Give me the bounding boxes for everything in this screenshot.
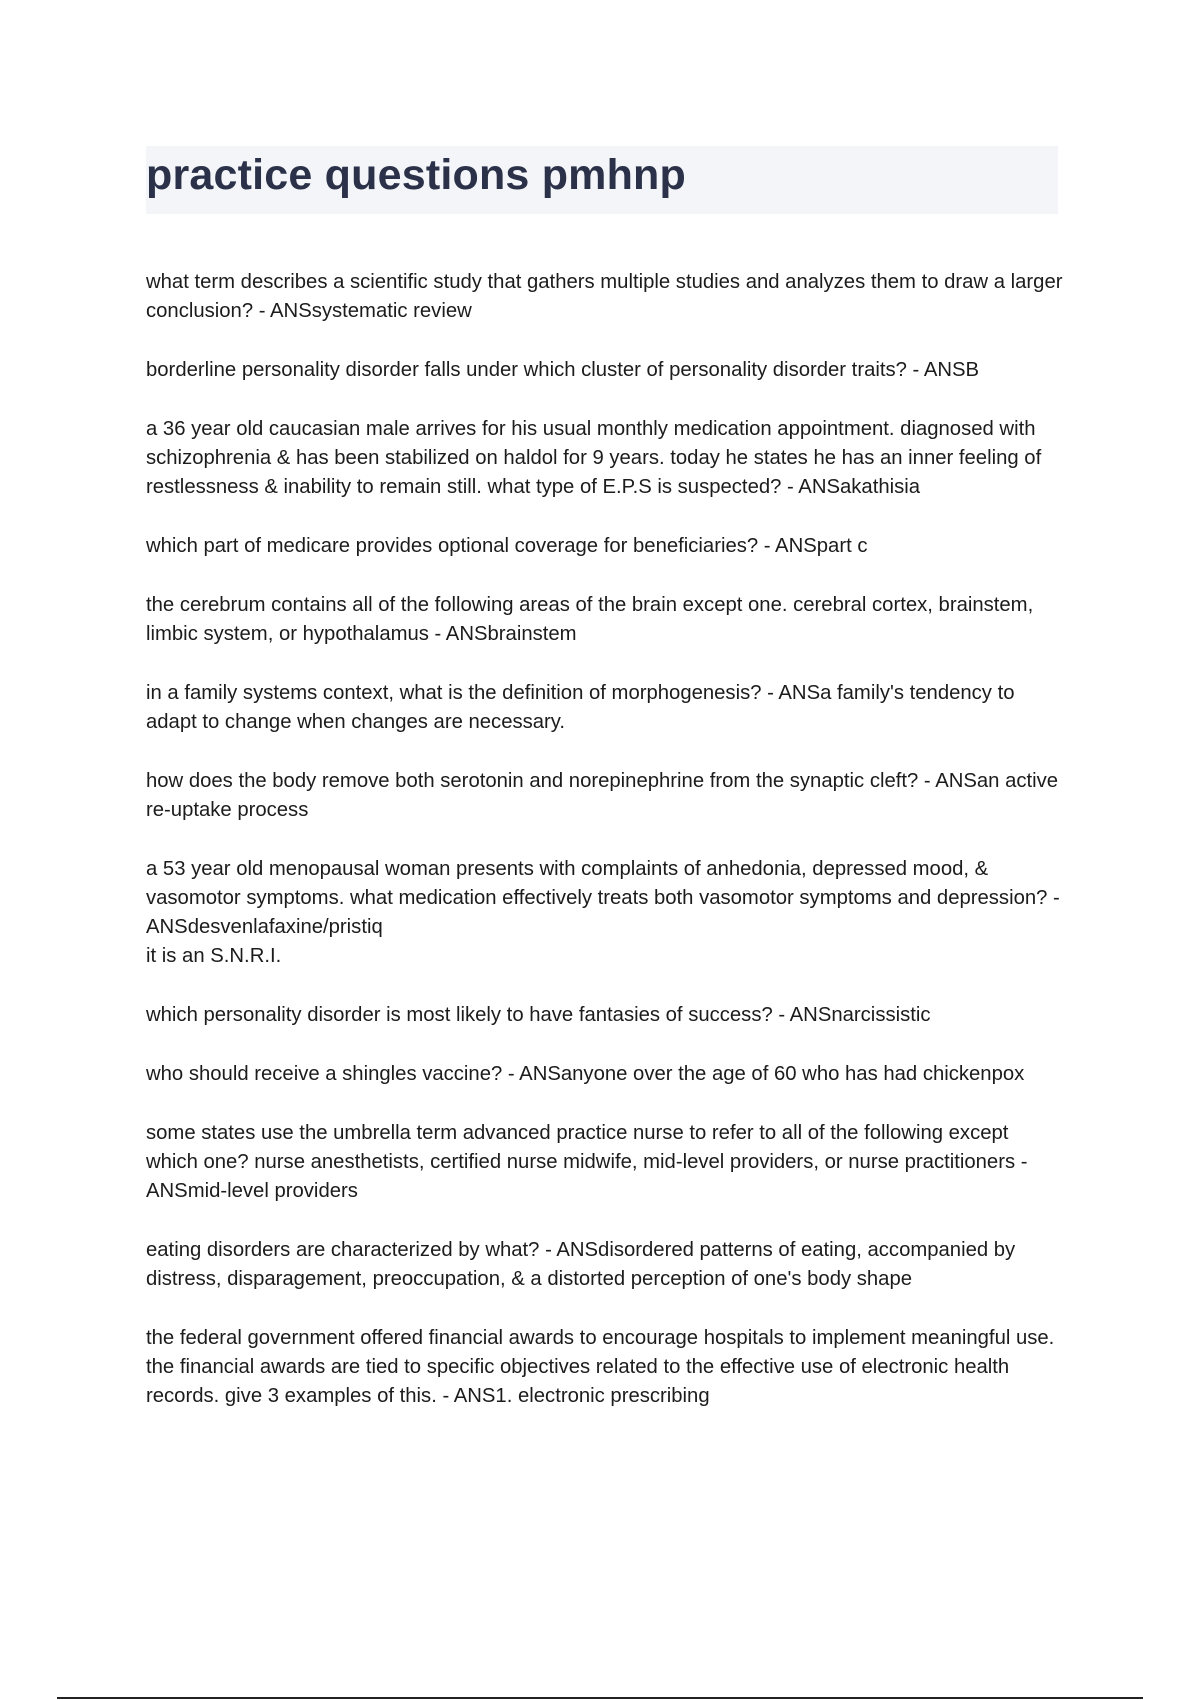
question-item: in a family systems context, what is the definition of morphogenesis? - ANSa family's tendency to adapt to change when changes are necessary. [146,682,1015,733]
question-item: who should receive a shingles vaccine? - ANSanyone over the age of 60 who has had chickenpox [146,1063,1025,1085]
question-item: some states use the umbrella term advanced practice nurse to refer to all of the following except which one? nurse anesthetists, certified nurse midwife, mid-level providers, or nurse practitioners - ANSmid-level providers [146,1122,1028,1202]
question-item: borderline personality disorder falls under which cluster of personality disorder traits? - ANSB [146,359,980,381]
question-item: the federal government offered financial awards to encourage hospitals to implement meaningful use. the financial awards are tied to specific objectives related to the effective use of electronic health records. give 3 examples of this. - ANS1. electronic prescribing [146,1327,1055,1407]
question-item: a 36 year old caucasian male arrives for his usual monthly medication appointment. diagnosed with schizophrenia & has been stabilized on haldol for 9 years. today he states he has an inner feeling of restlessness & inability to remain still. what type of E.P.S is suspected? - ANSakathisia [146,418,1042,498]
question-item: how does the body remove both serotonin and norepinephrine from the synaptic cleft? - ANSan active re-uptake process [146,770,1059,821]
question-list [146,268,1064,1441]
question-item: a 53 year old menopausal woman presents with complaints of anhedonia, depressed mood, & vasomotor symptoms. what medication effectively treats both vasomotor symptoms and depression? - ANSdesvenlafaxine/pristiq it is an S.N.R.I. [146,858,1060,967]
question-item: eating disorders are characterized by what? - ANSdisordered patterns of eating, accompanied by distress, disparagement, preoccupation, & a distorted perception of one's body shape [146,1239,1016,1290]
question-item: which personality disorder is most likely to have fantasies of success? - ANSnarcissistic [146,1004,931,1026]
question-item: which part of medicare provides optional coverage for beneficiaries? - ANSpart c [146,535,868,557]
page-title: practice questions pmhnp [146,151,686,199]
question-item: the cerebrum contains all of the following areas of the brain except one. cerebral cortex, brainstem, limbic system, or hypothalamus - ANSbrainstem [146,594,1034,645]
page-bottom-rule [57,1697,1143,1699]
question-item: what term describes a scientific study that gathers multiple studies and analyzes them to draw a larger conclusion? - ANSsystematic review [146,271,1063,322]
